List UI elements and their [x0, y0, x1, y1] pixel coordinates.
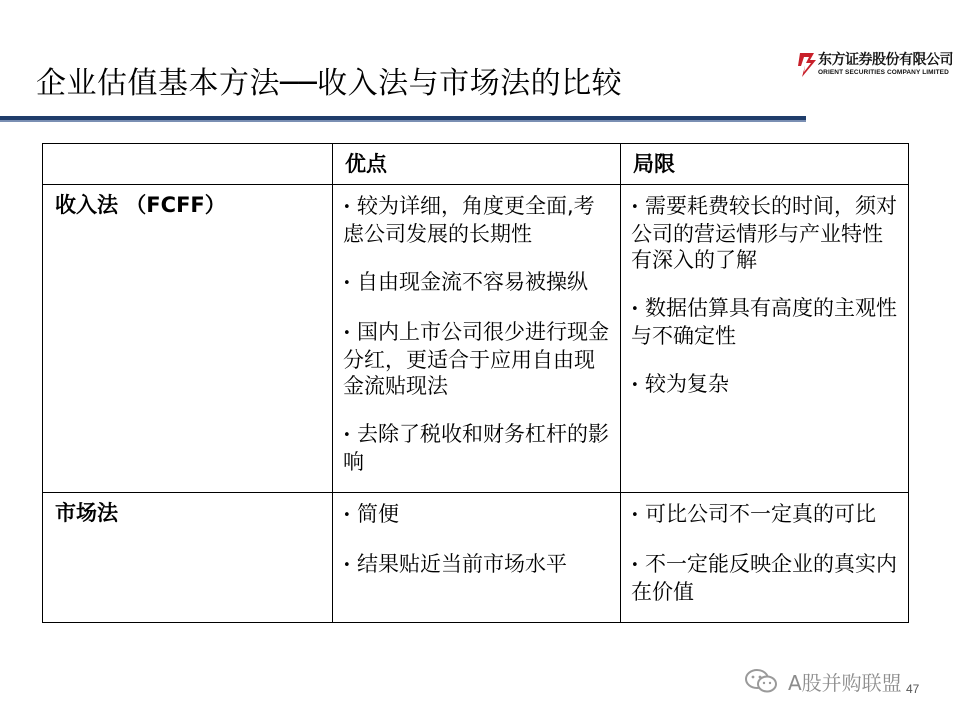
market-advantages-cell	[333, 493, 621, 623]
bullet-icon: •	[631, 200, 639, 215]
method-name-market: 市场法	[43, 493, 333, 623]
orient-securities-logo-icon	[796, 51, 818, 79]
list-item: • 国内上市公司很少进行现金分红，更适合于应用自由现金流贴现法	[343, 320, 609, 398]
list-item: • 可比公司不一定真的可比	[631, 501, 898, 529]
market-limitations-cell	[621, 493, 909, 623]
list-item: • 较为详细，角度更全面,考虑公司发展的长期性	[343, 194, 595, 246]
income-limitations-cell	[621, 185, 909, 493]
header-limitations: 局限	[621, 144, 909, 185]
method-name-income: 收入法 （FCFF）	[43, 185, 333, 493]
bullet-icon: •	[343, 428, 351, 443]
page-number: 47	[906, 682, 920, 696]
company-logo	[796, 47, 953, 87]
list-item: • 去除了税收和财务杠杆的影响	[343, 422, 609, 474]
list-item: • 自由现金流不容易被操纵	[343, 269, 610, 297]
wechat-icon	[742, 666, 782, 696]
bullet-icon: •	[631, 558, 639, 573]
bullet-icon: •	[631, 508, 639, 523]
income-advantages-cell	[333, 185, 621, 493]
logo-english-name: ORIENT SECURITIES COMPANY LIMITED	[818, 69, 949, 76]
slide-title: 企业估值基本方法──收入法与市场法的比较	[36, 66, 623, 101]
logo-chinese-name: 东方证券股份有限公司	[818, 52, 953, 68]
bullet-icon: •	[343, 276, 351, 291]
list-item: • 数据估算具有高度的主观性与不确定性	[631, 296, 897, 348]
bullet-icon: •	[343, 200, 351, 215]
list-item: • 需要耗费较长的时间，须对公司的营运情形与产业特性有深入的了解	[631, 194, 897, 272]
bullet-icon: •	[343, 326, 351, 341]
table-row-market-method	[43, 493, 909, 623]
comparison-table	[42, 143, 909, 623]
list-item: • 不一定能反映企业的真实内在价值	[631, 552, 897, 604]
table-header-row	[43, 144, 909, 185]
list-item: • 简便	[343, 501, 610, 529]
watermark-text: A股并购联盟	[788, 670, 902, 695]
bullet-icon: •	[343, 508, 351, 523]
bullet-icon: •	[631, 378, 639, 393]
table-row-income-method	[43, 185, 909, 493]
header-empty-cell	[43, 144, 333, 185]
list-item: • 较为复杂	[631, 371, 898, 399]
title-underline	[0, 116, 806, 122]
bullet-icon: •	[343, 558, 351, 573]
header-advantages: 优点	[333, 144, 621, 185]
list-item: • 结果贴近当前市场水平	[343, 551, 610, 579]
bullet-icon: •	[631, 302, 639, 317]
